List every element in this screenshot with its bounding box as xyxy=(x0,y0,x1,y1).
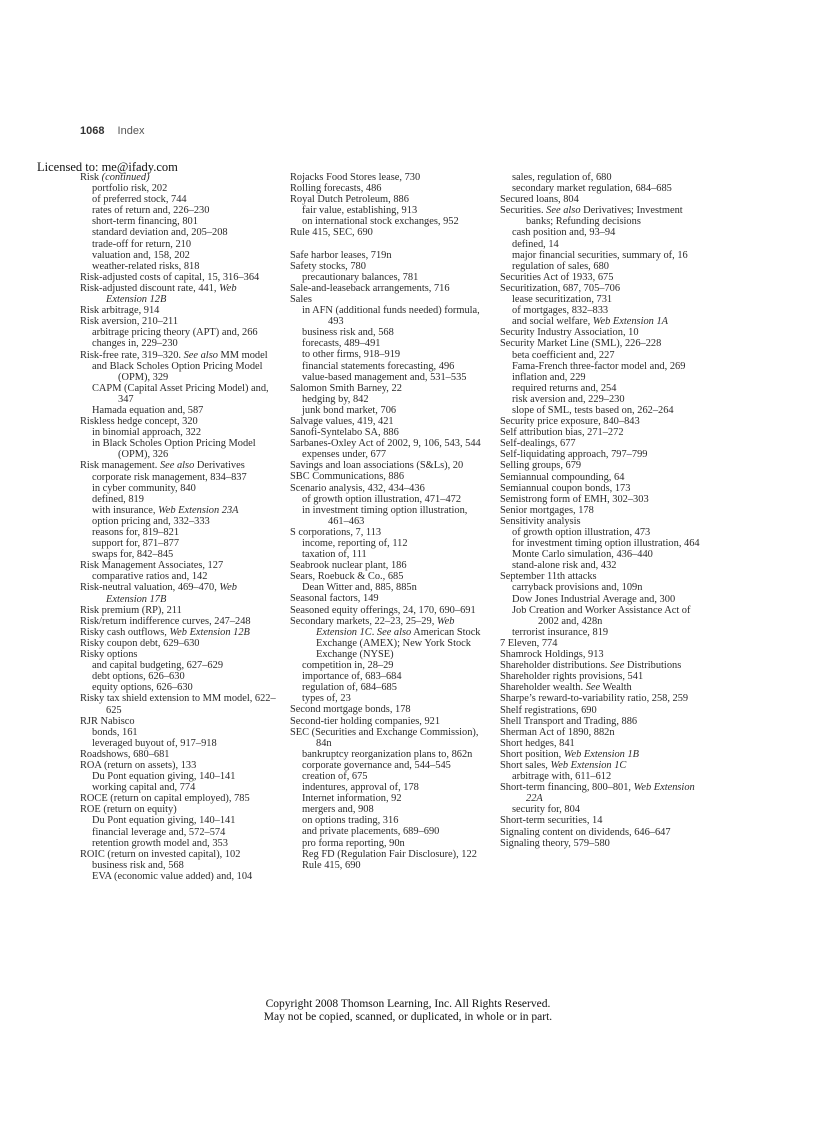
index-entry: Seasoned equity offerings, 24, 170, 690–691 xyxy=(290,604,476,616)
index-entry: Risk (continued) xyxy=(80,172,150,183)
index-subentry: with insurance, Web Extension 23A xyxy=(92,504,239,516)
index-entry: Risky options xyxy=(80,649,138,661)
index-entry: Safety stocks, 780 xyxy=(290,260,366,272)
index-subentry: risk aversion and, 229–230 xyxy=(512,393,625,405)
index-subentry: debt options, 626–630 xyxy=(92,671,185,683)
index-column-3 xyxy=(500,172,700,849)
index-subentry: portfolio risk, 202 xyxy=(92,183,168,195)
index-subentry: security for, 804 xyxy=(512,804,580,816)
index-entry: Secondary markets, 22–23, 25–29, Web Extension 1C. See also American Stock Exchange (AMEX); New York Stock Exchange (NYSE) xyxy=(290,615,481,660)
index-subentry: fair value, establishing, 913 xyxy=(302,205,418,217)
index-entry: Shareholder rights provisions, 541 xyxy=(500,671,644,683)
index-subentry: Monte Carlo simulation, 436–440 xyxy=(512,549,653,561)
index-entry: Risk-adjusted discount rate, 441, Web Extension 12B xyxy=(80,282,237,306)
index-subentry: Rule 415, 690 xyxy=(302,859,361,871)
index-subentry: regulation of sales, 680 xyxy=(512,260,609,272)
index-entry: Security price exposure, 840–843 xyxy=(500,416,640,428)
index-subentry: defined, 14 xyxy=(512,238,559,250)
index-subentry: and social welfare, Web Extension 1A xyxy=(512,316,669,328)
index-subentry: types of, 23 xyxy=(302,693,351,705)
index-subentry: trade-off for return, 210 xyxy=(92,238,192,250)
index-subentry: required returns and, 254 xyxy=(512,382,617,394)
index-subentry: Job Creation and Worker Assistance Act of 2002 and, 428n xyxy=(512,604,691,627)
index-entry: Selling groups, 679 xyxy=(500,460,582,472)
index-entry: Salomon Smith Barney, 22 xyxy=(290,382,402,394)
license-stamp: Licensed to: me@ifady.com xyxy=(37,160,178,174)
index-entry: ROCE (return on capital employed), 785 xyxy=(80,793,250,805)
index-entry: Self attribution bias, 271–272 xyxy=(500,427,624,439)
index-subentry: and Black Scholes Option Pricing Model (OPM), 329 xyxy=(92,360,263,383)
index-entry: SBC Communications, 886 xyxy=(290,471,405,483)
index-subentry: income, reporting of, 112 xyxy=(302,538,408,549)
index-column-2 xyxy=(290,172,490,871)
index-subentry: and private placements, 689–690 xyxy=(302,826,440,838)
index-entry: Self-dealings, 677 xyxy=(500,438,576,450)
index-entry: Safe harbor leases, 719n xyxy=(290,249,392,261)
index-subentry: of growth option illustration, 471–472 xyxy=(302,493,462,505)
index-entry: Security Industry Association, 10 xyxy=(500,327,639,339)
index-subentry: cash position and, 93–94 xyxy=(512,227,616,239)
index-entry: Short hedges, 841 xyxy=(500,737,575,749)
index-entry: Sale-and-leaseback arrangements, 716 xyxy=(290,282,450,294)
index-subentry: major financial securities, summary of, 16 xyxy=(512,249,688,261)
index-subentry: Dean Witter and, 885, 885n xyxy=(302,582,417,594)
index-entry: Savings and loan associations (S&Ls), 20 xyxy=(290,460,464,472)
index-subentry: and capital budgeting, 627–629 xyxy=(92,660,224,672)
index-subentry: swaps for, 842–845 xyxy=(92,549,174,561)
index-entry: Rolling forecasts, 486 xyxy=(290,183,382,195)
index-subentry: in AFN (additional funds needed) formula, 493 xyxy=(302,305,480,328)
index-subentry: EVA (economic value added) and, 104 xyxy=(92,870,253,882)
index-entry: Rule 415, SEC, 690 xyxy=(290,227,373,239)
index-subentry: business risk and, 568 xyxy=(302,327,394,339)
index-subentry: sales, regulation of, 680 xyxy=(512,172,612,183)
index-subentry: working capital and, 774 xyxy=(92,782,196,794)
index-subentry: value-based management and, 531–535 xyxy=(302,371,467,383)
index-subentry: in Black Scholes Option Pricing Model (OPM), 326 xyxy=(92,438,256,461)
index-entry: Securities. See also Derivatives; Investment banks; Refunding decisions xyxy=(500,205,683,228)
index-entry: Risk/return indifference curves, 247–248 xyxy=(80,615,251,627)
index-entry: S corporations, 7, 113 xyxy=(290,526,382,538)
index-subentry: expenses under, 677 xyxy=(302,449,387,461)
index-subentry: of mortgages, 832–833 xyxy=(512,305,609,317)
index-entry: Riskless hedge concept, 320 xyxy=(80,416,198,428)
index-subentry: Du Pont equation giving, 140–141 xyxy=(92,771,236,783)
running-title: Index xyxy=(117,125,145,137)
index-subentry: inflation and, 229 xyxy=(512,371,586,383)
index-entry: Self-liquidating approach, 797–799 xyxy=(500,449,648,461)
index-entry: Risky tax shield extension to MM model, 622–625 xyxy=(80,693,276,716)
index-subentry: Hamada equation and, 587 xyxy=(92,404,204,416)
running-header xyxy=(80,125,144,139)
index-subentry: financial statements forecasting, 496 xyxy=(302,360,455,372)
index-entry: 7 Eleven, 774 xyxy=(500,637,558,649)
index-subentry: leveraged buyout of, 917–918 xyxy=(92,737,217,749)
index-entry: Short sales, Web Extension 1C xyxy=(500,759,627,771)
index-subentry: hedging by, 842 xyxy=(302,393,369,405)
index-entry: Shelf registrations, 690 xyxy=(500,704,597,716)
index-subentry: regulation of, 684–685 xyxy=(302,682,397,694)
index-entry: September 11th attacks xyxy=(500,571,597,583)
index-entry: Sears, Roebuck & Co., 685 xyxy=(290,571,404,583)
index-subentry: weather-related risks, 818 xyxy=(92,260,200,272)
index-entry: Secured loans, 804 xyxy=(500,194,579,206)
index-entry: Seabrook nuclear plant, 186 xyxy=(290,560,407,572)
index-entry: Risk management. See also Derivatives xyxy=(80,460,245,472)
index-subentry: changes in, 229–230 xyxy=(92,338,178,350)
index-column-1 xyxy=(80,172,276,882)
copyright-footer xyxy=(0,998,816,1023)
index-subentry: slope of SML, tests based on, 262–264 xyxy=(512,404,674,416)
index-entry: Sherman Act of 1890, 882n xyxy=(500,726,615,738)
index-subentry: in cyber community, 840 xyxy=(92,482,196,494)
index-subentry: bonds, 161 xyxy=(92,726,138,738)
index-entry: Shareholder wealth. See Wealth xyxy=(500,682,632,694)
index-entry: RJR Nabisco xyxy=(80,715,135,727)
index-subentry: terrorist insurance, 819 xyxy=(512,626,609,638)
index-entry: Security Market Line (SML), 226–228 xyxy=(500,338,662,350)
index-subentry: for investment timing option illustration, 464 xyxy=(512,538,700,550)
index-subentry: in investment timing option illustration, 461–463 xyxy=(302,504,468,527)
index-entry: Roadshows, 680–681 xyxy=(80,748,170,760)
index-entry: ROA (return on assets), 133 xyxy=(80,759,197,771)
index-entry: ROIC (return on invested capital), 102 xyxy=(80,848,241,860)
index-entry: Shell Transport and Trading, 886 xyxy=(500,715,638,727)
index-subentry: carryback provisions and, 109n xyxy=(512,582,643,594)
index-subentry: corporate risk management, 834–837 xyxy=(92,471,247,483)
index-subentry: Fama-French three-factor model and, 269 xyxy=(512,360,686,372)
index-entry: Second-tier holding companies, 921 xyxy=(290,715,441,727)
page-number: 1068 xyxy=(80,125,105,137)
index-entry: Royal Dutch Petroleum, 886 xyxy=(290,194,409,206)
index-subentry: option pricing and, 332–333 xyxy=(92,515,210,527)
index-entry: Sensitivity analysis xyxy=(500,515,581,527)
index-entry: Signaling content on dividends, 646–647 xyxy=(500,826,671,838)
index-entry: Seasonal factors, 149 xyxy=(290,593,379,605)
index-subentry: short-term financing, 801 xyxy=(92,216,198,228)
index-subentry: bankruptcy reorganization plans to, 862n xyxy=(302,748,473,760)
index-entry: Sarbanes-Oxley Act of 2002, 9, 106, 543, 544 xyxy=(290,438,481,450)
index-subentry: forecasts, 489–491 xyxy=(302,338,381,350)
index-subentry: pro forma reporting, 90n xyxy=(302,837,405,849)
index-subentry: mergers and, 908 xyxy=(302,804,374,816)
index-entry: Salvage values, 419, 421 xyxy=(290,415,394,427)
index-subentry: Internet information, 92 xyxy=(302,793,402,805)
index-entry: Shareholder distributions. See Distributions xyxy=(500,660,682,672)
index-entry: Securities Act of 1933, 675 xyxy=(500,271,614,283)
index-subentry: rates of return and, 226–230 xyxy=(92,205,210,217)
index-entry: Risk Management Associates, 127 xyxy=(80,560,224,572)
index-entry: Short-term securities, 14 xyxy=(500,815,603,827)
index-entry: Risky cash outflows, Web Extension 12B xyxy=(80,626,250,638)
index-subentry: equity options, 626–630 xyxy=(92,682,193,694)
index-subentry: valuation and, 158, 202 xyxy=(92,249,190,261)
index-entry: Shamrock Holdings, 913 xyxy=(500,649,604,661)
index-entry: Risk-adjusted costs of capital, 15, 316–364 xyxy=(80,271,260,283)
index-entry: Second mortgage bonds, 178 xyxy=(290,704,411,716)
index-subentry: junk bond market, 706 xyxy=(302,404,397,416)
index-subentry: creation of, 675 xyxy=(302,770,368,782)
index-entry: Signaling theory, 579–580 xyxy=(500,837,610,849)
index-subentry: corporate governance and, 544–545 xyxy=(302,759,451,771)
index-entry: Short-term financing, 800–801, Web Extension 22A xyxy=(500,782,695,805)
index-entry: Semistrong form of EMH, 302–303 xyxy=(500,493,649,505)
index-subentry: stand-alone risk and, 432 xyxy=(512,560,617,572)
index-entry: Sales xyxy=(290,293,312,305)
index-subentry: standard deviation and, 205–208 xyxy=(92,227,228,239)
index-subentry: precautionary balances, 781 xyxy=(302,271,419,283)
index-entry: Securitization, 687, 705–706 xyxy=(500,282,621,294)
index-subentry: retention growth model and, 353 xyxy=(92,837,228,849)
index-subentry: reasons for, 819–821 xyxy=(92,527,180,538)
index-subentry: Reg FD (Regulation Fair Disclosure), 122 xyxy=(302,848,477,860)
index-subentry: to other firms, 918–919 xyxy=(302,349,401,361)
index-entry: Risk arbitrage, 914 xyxy=(80,305,160,317)
index-entry: Semiannual coupon bonds, 173 xyxy=(500,482,631,494)
index-subentry: support for, 871–877 xyxy=(92,538,180,550)
index-subentry: indentures, approval of, 178 xyxy=(302,782,419,794)
index-subentry: of preferred stock, 744 xyxy=(92,194,187,206)
index-subentry: Du Pont equation giving, 140–141 xyxy=(92,815,236,827)
index-entry: Scenario analysis, 432, 434–436 xyxy=(290,482,425,494)
index-subentry: defined, 819 xyxy=(92,493,144,505)
index-entry: Risk-neutral valuation, 469–470, Web Extension 17B xyxy=(80,582,237,605)
index-entry: Risk premium (RP), 211 xyxy=(80,604,182,616)
index-subentry: taxation of, 111 xyxy=(302,549,367,561)
index-subentry: in binomial approach, 322 xyxy=(92,427,202,439)
index-subentry: on international stock exchanges, 952 xyxy=(302,216,459,228)
index-subentry: competition in, 28–29 xyxy=(302,660,394,672)
index-entry: Short position, Web Extension 1B xyxy=(500,748,640,760)
index-subentry: Dow Jones Industrial Average and, 300 xyxy=(512,593,676,605)
index-entry: Senior mortgages, 178 xyxy=(500,504,594,516)
index-subentry: lease securitization, 731 xyxy=(512,294,613,306)
index-subentry: beta coefficient and, 227 xyxy=(512,349,615,361)
index-entry: Risky coupon debt, 629–630 xyxy=(80,637,200,649)
index-subentry: secondary market regulation, 684–685 xyxy=(512,183,672,195)
index-subentry: arbitrage pricing theory (APT) and, 266 xyxy=(92,327,258,339)
index-entry: Risk aversion, 210–211 xyxy=(80,316,179,328)
index-subentry: comparative ratios and, 142 xyxy=(92,571,208,583)
index-entry: Rojacks Food Stores lease, 730 xyxy=(290,172,421,183)
index-entry: ROE (return on equity) xyxy=(80,804,177,816)
index-subentry: financial leverage and, 572–574 xyxy=(92,826,226,838)
index-entry: Sharpe’s reward-to-variability ratio, 258, 259 xyxy=(500,693,689,705)
index-subentry: importance of, 683–684 xyxy=(302,671,402,683)
index-subentry: CAPM (Capital Asset Pricing Model) and, 347 xyxy=(92,382,269,405)
index-subentry: on options trading, 316 xyxy=(302,815,399,827)
copyright-line-2: May not be copied, scanned, or duplicated, in whole or in part. xyxy=(263,1010,553,1023)
index-entry: Semiannual compounding, 64 xyxy=(500,471,625,483)
index-subentry: of growth option illustration, 473 xyxy=(512,527,651,538)
index-entry: SEC (Securities and Exchange Commission), 84n xyxy=(290,726,479,749)
index-gap xyxy=(290,239,490,250)
index-subentry: arbitrage with, 611–612 xyxy=(512,771,612,783)
copyright-line-1: Copyright 2008 Thomson Learning, Inc. All Rights Reserved. xyxy=(265,998,551,1010)
index-entry: Risk-free rate, 319–320. See also MM model xyxy=(80,349,268,361)
index-subentry: business risk and, 568 xyxy=(92,859,184,871)
index-entry: Sanofi-Syntelabo SA, 886 xyxy=(290,427,399,439)
